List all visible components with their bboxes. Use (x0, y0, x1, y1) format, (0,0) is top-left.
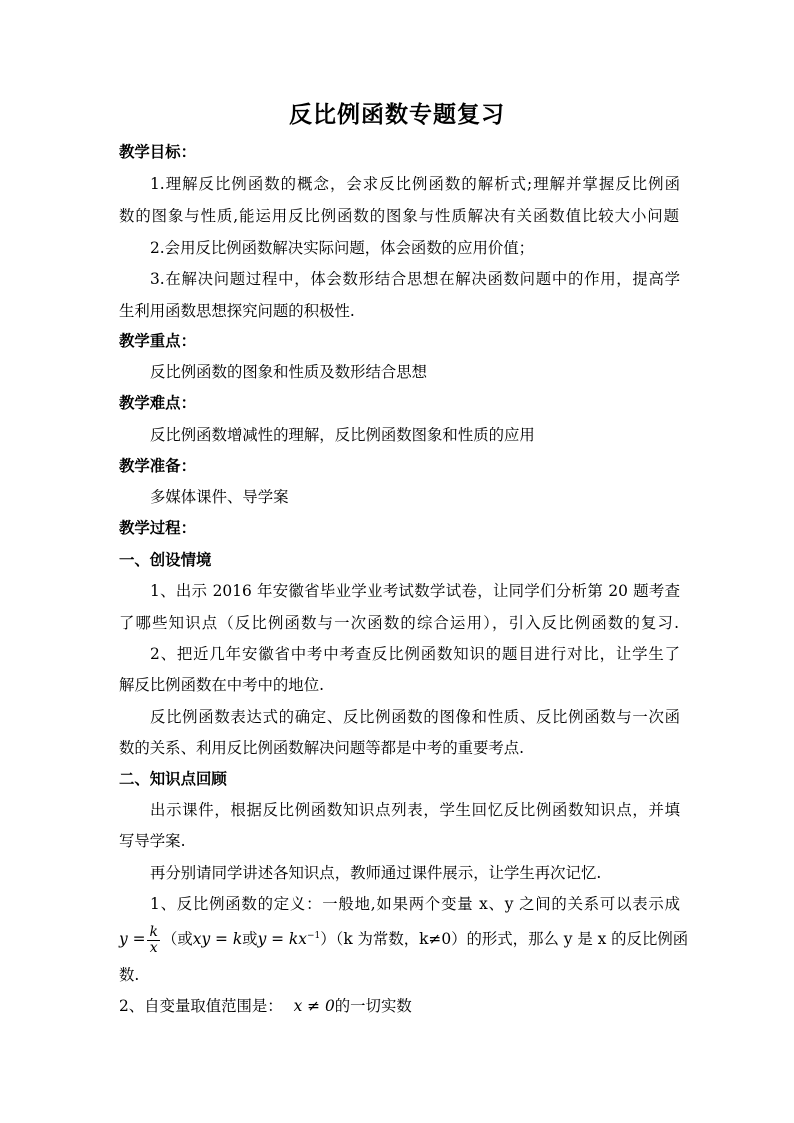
formula-y-equals-kx: y = kx (257, 930, 307, 949)
section-1-p1-line-2: 了哪些知识点（反比例函数与一次函数的综合运用），引入反比例函数的复习. (119, 614, 679, 632)
section-2-heading: 二、知识点回顾 (119, 770, 227, 788)
section-1-p2-line-1: 2、把近几年安徽省中考中考查反比例函数知识的题目进行对比，让学生了 (150, 645, 680, 663)
section-1-p3-line-1: 反比例函数表达式的确定、反比例函数的图像和性质、反比例函数与一次函 (150, 708, 680, 726)
goal-1-line-1: 1.理解反比例函数的概念，会求反比例函数的解析式;理解并掌握反比例函 (150, 175, 680, 193)
section-1-p1-line-1: 1、出示 2016 年安徽省毕业学业考试数学试卷，让同学们分析第 20 题考查 (150, 582, 680, 600)
key-point-text: 反比例函数的图象和性质及数形结合思想 (150, 363, 428, 381)
formula-or-open: （或 (161, 930, 193, 949)
process-heading: 教学过程： (119, 519, 196, 537)
formula-xy-equals-k: xy = k (192, 930, 243, 949)
section-1-heading: 一、创设情境 (119, 551, 212, 569)
section-1-p3-line-2: 数的关系、利用反比例函数解决问题等都是中考的重要考点. (119, 739, 525, 757)
section-2-p1-line-2: 写导学案. (119, 832, 186, 850)
formula-y-equals: y = (119, 930, 146, 949)
formula-exponent: −1 (306, 931, 321, 941)
key-point-heading: 教学重点： (119, 332, 196, 350)
definition-line-1: 1、反比例函数的定义：一般地,如果两个变量 x、y 之间的关系可以表示成 (150, 895, 680, 913)
domain-suffix: 的一切实数 (334, 997, 412, 1015)
goal-1-line-2: 数的图象与性质,能运用反比例函数的图象与性质解决有关函数值比较大小问题 (119, 207, 679, 225)
domain-condition: x ≠ 0 (293, 997, 335, 1015)
goal-2: 2.会用反比例函数解决实际问题，体会函数的应用价值； (150, 239, 535, 257)
fraction-numerator: k (149, 923, 158, 940)
definition-tail: ）（k 为常数，k≠0）的形式，那么 y 是 x 的反比例函 (320, 930, 689, 949)
section-1-p2-line-2: 解反比例函数在中考中的地位. (119, 676, 324, 694)
section-2-p1-line-1: 出示课件，根据反比例函数知识点列表，学生回忆反比例函数知识点，并填 (150, 801, 680, 819)
section-2-p2: 再分别请同学讲述各知识点，教师通过课件展示，让学生再次记忆. (150, 864, 602, 882)
definition-formula-line (119, 921, 689, 956)
goals-heading: 教学目标： (119, 143, 196, 161)
difficulty-text: 反比例函数增减性的理解，反比例函数图象和性质的应用 (150, 426, 535, 444)
fraction-k-over-x (147, 925, 159, 956)
document-title: 反比例函数专题复习 (289, 102, 505, 128)
preparation-heading: 教学准备： (119, 457, 196, 475)
goal-3-line-1: 3.在解决问题过程中，体会数形结合思想在解决函数问题中的作用，提高学 (150, 270, 680, 288)
fraction-denominator: x (149, 939, 158, 956)
definition-line-3: 数. (119, 966, 140, 984)
domain-line (119, 995, 679, 1017)
preparation-text: 多媒体课件、导学案 (150, 488, 289, 506)
domain-label: 2、自变量取值范围是： (119, 997, 283, 1015)
goal-3-line-2: 生利用函数思想探究问题的积极性. (119, 302, 355, 320)
formula-or: 或 (242, 930, 258, 949)
difficulty-heading: 教学难点： (119, 394, 196, 412)
